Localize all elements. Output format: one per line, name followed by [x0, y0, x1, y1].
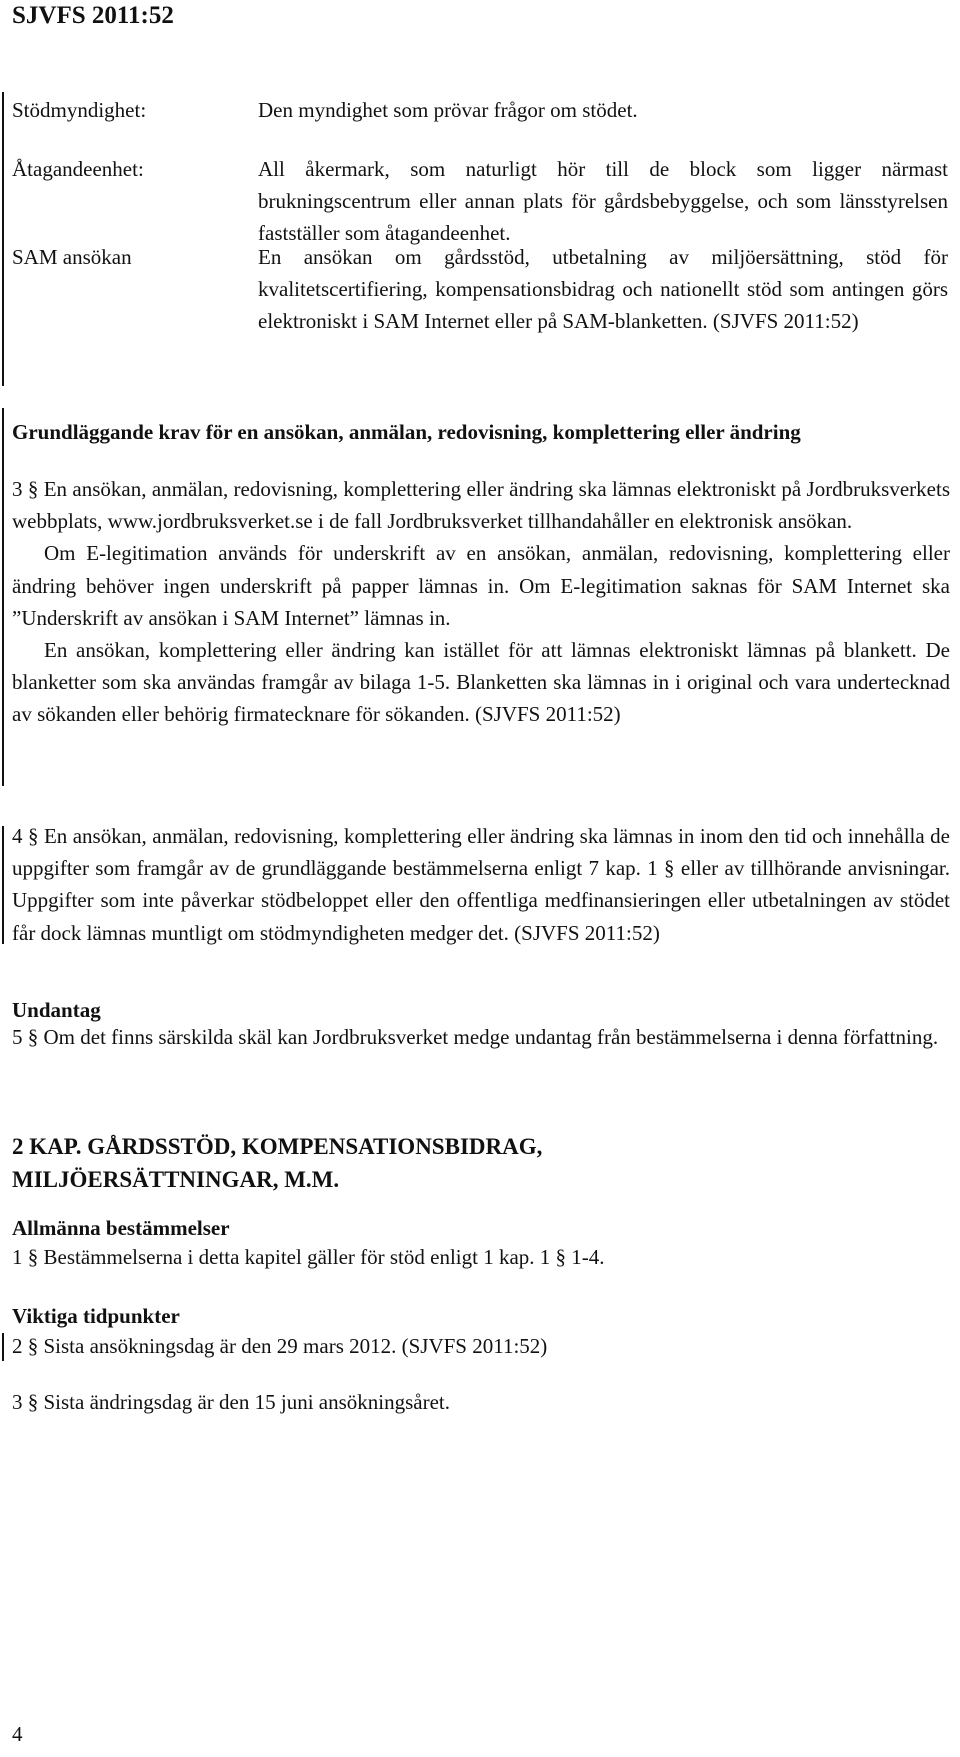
definition-term: SAM ansökan — [12, 245, 132, 269]
definition-term: Åtagandeenhet: — [12, 157, 144, 181]
definition-text: En ansökan om gårdsstöd, utbetalning av miljöersättning, stöd för kvalitetscertifiering, kompensationsbidrag och nationellt stöd som antingen görs elektroniskt i SAM Internet eller på SAM-blanketten. (SJVFS 2011:52) — [258, 245, 948, 333]
definition-term: Stödmyndighet: — [12, 98, 147, 122]
document-header-title: SJVFS 2011:52 — [12, 2, 174, 29]
change-bar — [2, 92, 4, 386]
change-bar — [2, 826, 4, 944]
paragraph: 5 § Om det finns särskilda skäl kan Jordbruksverket medge undantag från bestämmelserna i denna författning. — [12, 1025, 939, 1049]
section-heading: Grundläggande krav för en ansökan, anmälan, redovisning, komplettering eller ändring — [12, 420, 801, 444]
section-body — [12, 1021, 950, 1053]
paragraph: En ansökan, komplettering eller ändring kan istället för att lämnas elektroniskt lämnas på blankett. De blanketter som ska användas framgår av bilaga 1-5. Blanketten ska lämnas in i original och vara undertecknad av sökanden eller behörig firmatecknare för sökanden. (SJVFS 2011:52) — [12, 638, 950, 727]
paragraph: 4 § En ansökan, anmälan, redovisning, komplettering eller ändring ska lämnas in inom den tid och innehålla de uppgifter som framgår av de grundläggande bestämmelserna enligt 7 kap. 1 § eller av tillhörande anvisningar. Uppgifter som inte påverkar stödbeloppet eller den offentliga medfinansieringen eller utbetalningen av stödet får dock lämnas muntligt om stödmyndigheten medger det. (SJVFS 2011:52) — [12, 824, 950, 945]
definition-text: All åkermark, som naturligt hör till de block som ligger närmast brukningscentrum eller annan plats för gårdsbebyggelse, och som länsstyrelsen fastställer som åtagandeenhet. — [258, 157, 948, 245]
change-bar — [2, 1333, 4, 1361]
chapter-title: MILJÖERSÄTTNINGAR, M.M. — [12, 1167, 340, 1192]
paragraph: 2 § Sista ansökningsdag är den 29 mars 2012. (SJVFS 2011:52) — [12, 1334, 548, 1358]
paragraph: 1 § Bestämmelserna i detta kapitel gäller för stöd enligt 1 kap. 1 § 1-4. — [12, 1245, 605, 1269]
paragraph: 3 § En ansökan, anmälan, redovisning, komplettering eller ändring ska lämnas elektroniskt på Jordbruksverkets webbplats, www.jordbruksverket.se i de fall Jordbruksverket tillhandahåller en elektronisk ansökan. — [12, 477, 950, 534]
change-bar — [2, 408, 4, 786]
section-heading: Allmänna bestämmelser — [12, 1216, 230, 1240]
page-number: 4 — [12, 1722, 23, 1746]
chapter-title: 2 KAP. GÅRDSSTÖD, KOMPENSATIONSBIDRAG, — [12, 1134, 543, 1159]
section-heading: Viktiga tidpunkter — [12, 1304, 180, 1328]
section-body — [12, 473, 950, 731]
paragraph: Om E-legitimation används för underskrift av en ansökan, anmälan, redovisning, komplettering eller ändring behöver ingen underskrift på papper lämnas in. Om E-legitimation saknas för SAM Internet ska ”Underskrift av ansökan i SAM Internet” lämnas in. — [12, 541, 950, 630]
section-body — [12, 820, 950, 949]
section-heading: Undantag — [12, 998, 101, 1022]
definition-text: Den myndighet som prövar frågor om stödet. — [258, 98, 638, 122]
paragraph: 3 § Sista ändringsdag är den 15 juni ansökningsåret. — [12, 1390, 451, 1414]
